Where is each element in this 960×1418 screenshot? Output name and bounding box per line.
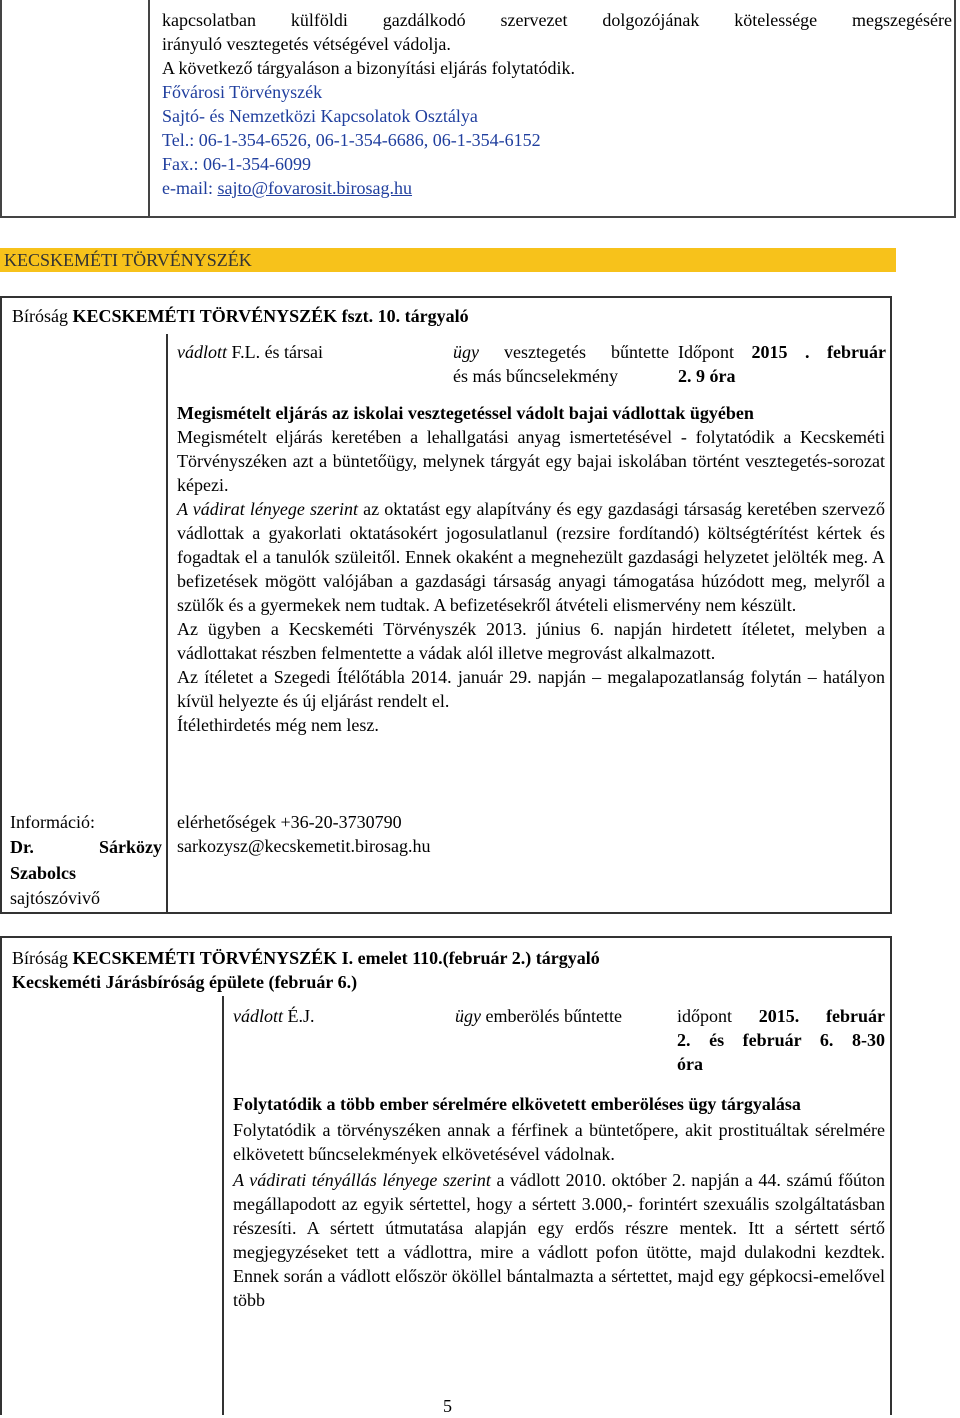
column-divider bbox=[166, 334, 168, 914]
contact-phone: elérhetőségek +36-20-3730790 bbox=[177, 812, 402, 832]
hearing-description bbox=[233, 1092, 885, 1312]
press-contact: Információ: Dr. Sárközy Szabolcs sajtószóvivő bbox=[10, 812, 162, 908]
paragraph: Ítélethirdetés még nem lesz. bbox=[177, 715, 379, 735]
hearing-heading: Folytatódik a több ember sérelmére elkövetett emberöléses ügy tárgyalása bbox=[233, 1094, 801, 1114]
hearing-court: Bíróság KECSKEMÉTI TÖRVÉNYSZÉK I. emelet 110.(február 2.) tárgyaló Kecskeméti Járásbíróság épülete (február 6.) bbox=[12, 948, 600, 992]
court-banner bbox=[0, 248, 896, 272]
hearing-time: időpont 2015. február 2. és február 6. 8-30 óra bbox=[677, 1006, 885, 1074]
fax-number: Fax.: 06-1-354-6099 bbox=[162, 154, 311, 174]
paragraph: A vádirati tényállás lényege szerint a vádlott 2010. október 2. napján a 44. számú főúton megállapodott az egyik sértettel, hogy a sértett 3.000,- forintért szexuális szolgáltatásban részesíti. A sértett útmutatása alapján egy erdős részre mentek. Itt a sértett sértő megjegyzéseket tett a vádlottra, mire a vádlott pofon ütötte, majd dulakodni kezdtek. Ennek során a vádlott először ököllel bántalmazta a sértettet, majd egy gépkocsi-emelővel több bbox=[233, 1170, 885, 1310]
hearing-heading: Megismételt eljárás az iskolai vesztegetéssel vádolt bajai vádlottak ügyében bbox=[177, 403, 754, 423]
paragraph: A vádirat lényege szerint az oktatást egy alapítvány és egy gazdasági társaság keretében szervező vádlottak a gyakorlati oktatásokért jogosulatlanul (rezsire fordítandó) költségtérítést kértek és fogadtak el a tanulók szüleitől. Ennek okaként a megnehezült gazdasági helyzetet jelölték meg. A befizetések mögött valójában a gazdasági társaság anyagi támogatása húzódott meg, melyről a szülők és a gyermekek nem tudtak. A befizetésekről átvételi elismervény nem készült. bbox=[177, 499, 885, 615]
page-number: 5 bbox=[443, 1396, 452, 1416]
table-left-cell bbox=[0, 0, 150, 216]
defendant: vádlott É.J. bbox=[233, 1006, 315, 1026]
hearing-description bbox=[177, 401, 885, 737]
email-line: e-mail: sajto@fovarosit.birosag.hu bbox=[162, 178, 413, 198]
banner-title: KECSKEMÉTI TÖRVÉNYSZÉK bbox=[4, 250, 252, 270]
hearing-time: Időpont 2015 . február 2. 9 óra bbox=[678, 342, 887, 386]
court-name: Fővárosi Törvényszék bbox=[162, 82, 323, 102]
table-right-cell bbox=[162, 8, 952, 200]
hearing-court: Bíróság KECSKEMÉTI TÖRVÉNYSZÉK fszt. 10. tárgyaló bbox=[12, 306, 469, 326]
phone-numbers: Tel.: 06-1-354-6526, 06-1-354-6686, 06-1-354-6152 bbox=[162, 130, 541, 150]
paragraph: Az ügyben a Kecskeméti Törvényszék 2013. június 6. napján hirdetett ítéletet, melyben a vádlottakat részben felmentette a vádak alól illetve megrovást alkalmazott. bbox=[177, 619, 885, 663]
paragraph: Az ítéletet a Szegedi Ítélőtábla 2014. január 29. napján – megalapozatlanság folytán – hatályon kívül helyezte és új eljárást rendelt el. bbox=[177, 667, 885, 711]
case-type: ügy vesztegetés bűntette és más bűncselekmény bbox=[453, 342, 669, 386]
paragraph: Folytatódik a törvényszéken annak a férfinek a büntetőpere, akit prostituáltak sérelmére elkövetett bűncselekmények elkövetésével vádolnak. bbox=[233, 1120, 885, 1164]
contact-details bbox=[177, 810, 677, 858]
text-line: A következő tárgyaláson a bizonyítási eljárás folytatódik. bbox=[162, 58, 576, 78]
text-line: kapcsolatban külföldi gazdálkodó szervezet dolgozójának kötelessége megszegésére bbox=[162, 10, 952, 30]
case-type: ügy emberölés bűntette bbox=[455, 1006, 622, 1026]
defendant: vádlott F.L. és társai bbox=[177, 342, 324, 362]
text-line: irányuló vesztegetés vétségével vádolja. bbox=[162, 34, 451, 54]
paragraph: Megismételt eljárás keretében a lehallgatási anyag ismertetésével - folytatódik a Kecskeméti Törvényszéken azt a büntetőügy, melynek tárgyát egy bajai iskolában történt vesztegetés-sorozat képezi. bbox=[177, 427, 885, 495]
contact-email[interactable]: sarkozysz@kecskemetit.birosag.hu bbox=[177, 836, 431, 856]
email-link[interactable]: sajto@fovarosit.birosag.hu bbox=[217, 178, 413, 198]
department-name: Sajtó- és Nemzetközi Kapcsolatok Osztálya bbox=[162, 106, 478, 126]
column-divider bbox=[222, 996, 224, 1415]
